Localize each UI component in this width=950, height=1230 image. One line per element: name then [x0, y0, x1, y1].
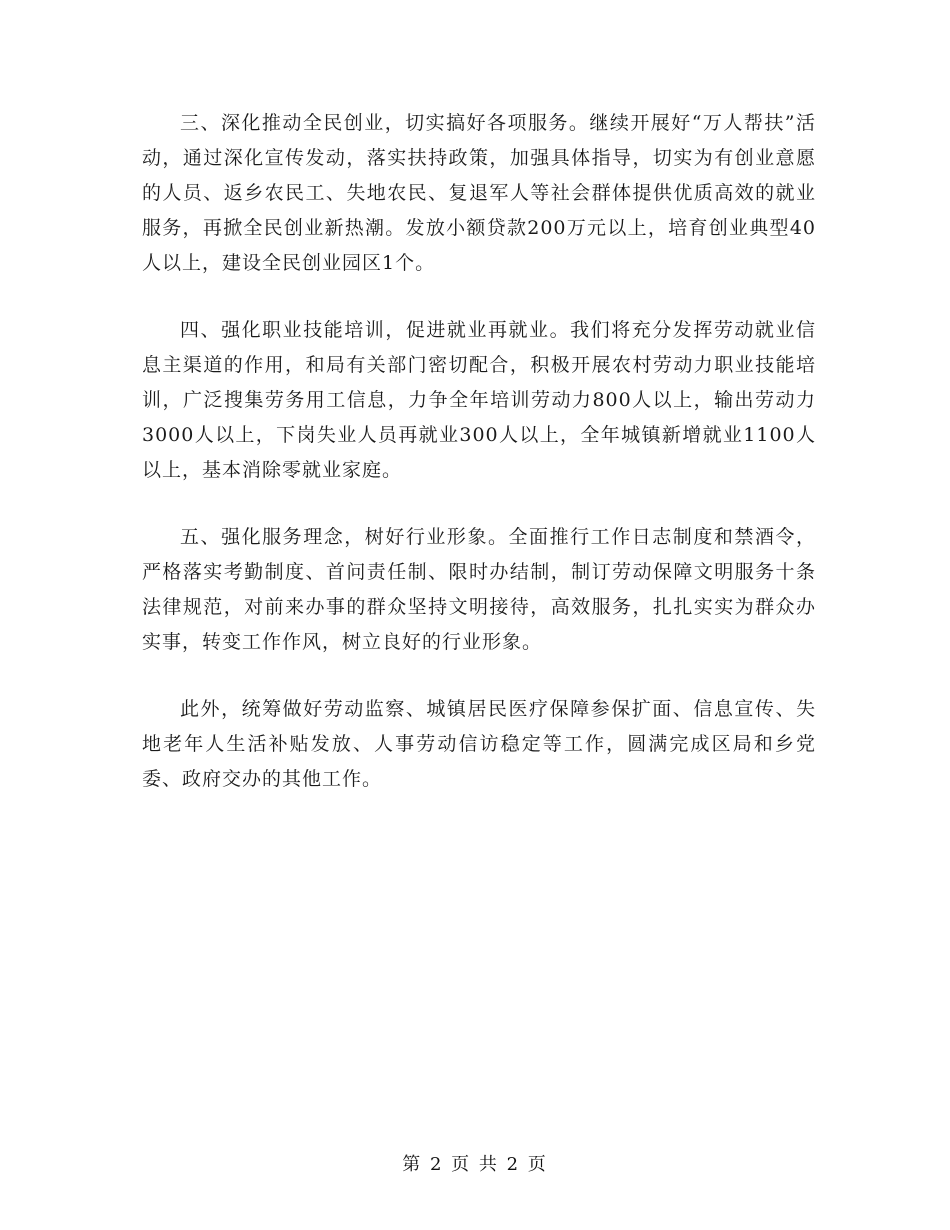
paragraph-service-concept: 五、强化服务理念，树好行业形象。全面推行工作日志制度和禁酒令，严格落实考勤制度、首问责任制、限时办结制，制订劳动保障文明服务十条法律规范，对前来办事的群众坚持文明接待，高效服务，扎扎实实为群众办实事，转变工作作风，树立良好的行业形象。 [142, 526, 816, 653]
paragraph-skills-training: 四、强化职业技能培训，促进就业再就业。我们将充分发挥劳动就业信息主渠道的作用，和局有关部门密切配合，积极开展农村劳动力职业技能培训，广泛搜集劳务用工信息，力争全年培训劳动力800人以上，输出劳动力3000人以上，下岗失业人员再就业300人以上，全年城镇新增就业1100人以上，基本消除零就业家庭。 [142, 319, 816, 481]
page-number-footer: 第 2 页 共 2 页 [402, 1154, 548, 1175]
paragraph-entrepreneurship: 三、深化推动全民创业，切实搞好各项服务。继续开展好“万人帮扶”活动，通过深化宣传发动，落实扶持政策，加强具体指导，切实为有创业意愿的人员、返乡农民工、失地农民、复退军人等社会群体提供优质高效的就业服务，再掀全民创业新热潮。发放小额贷款200万元以上，培育创业典型40人以上，建设全民创业园区1个。 [142, 112, 816, 274]
document-body [142, 106, 816, 829]
paragraph-other-work: 此外，统筹做好劳动监察、城镇居民医疗保障参保扩面、信息宣传、失地老年人生活补贴发放、人事劳动信访稳定等工作，圆满完成区局和乡党委、政府交办的其他工作。 [142, 698, 816, 790]
